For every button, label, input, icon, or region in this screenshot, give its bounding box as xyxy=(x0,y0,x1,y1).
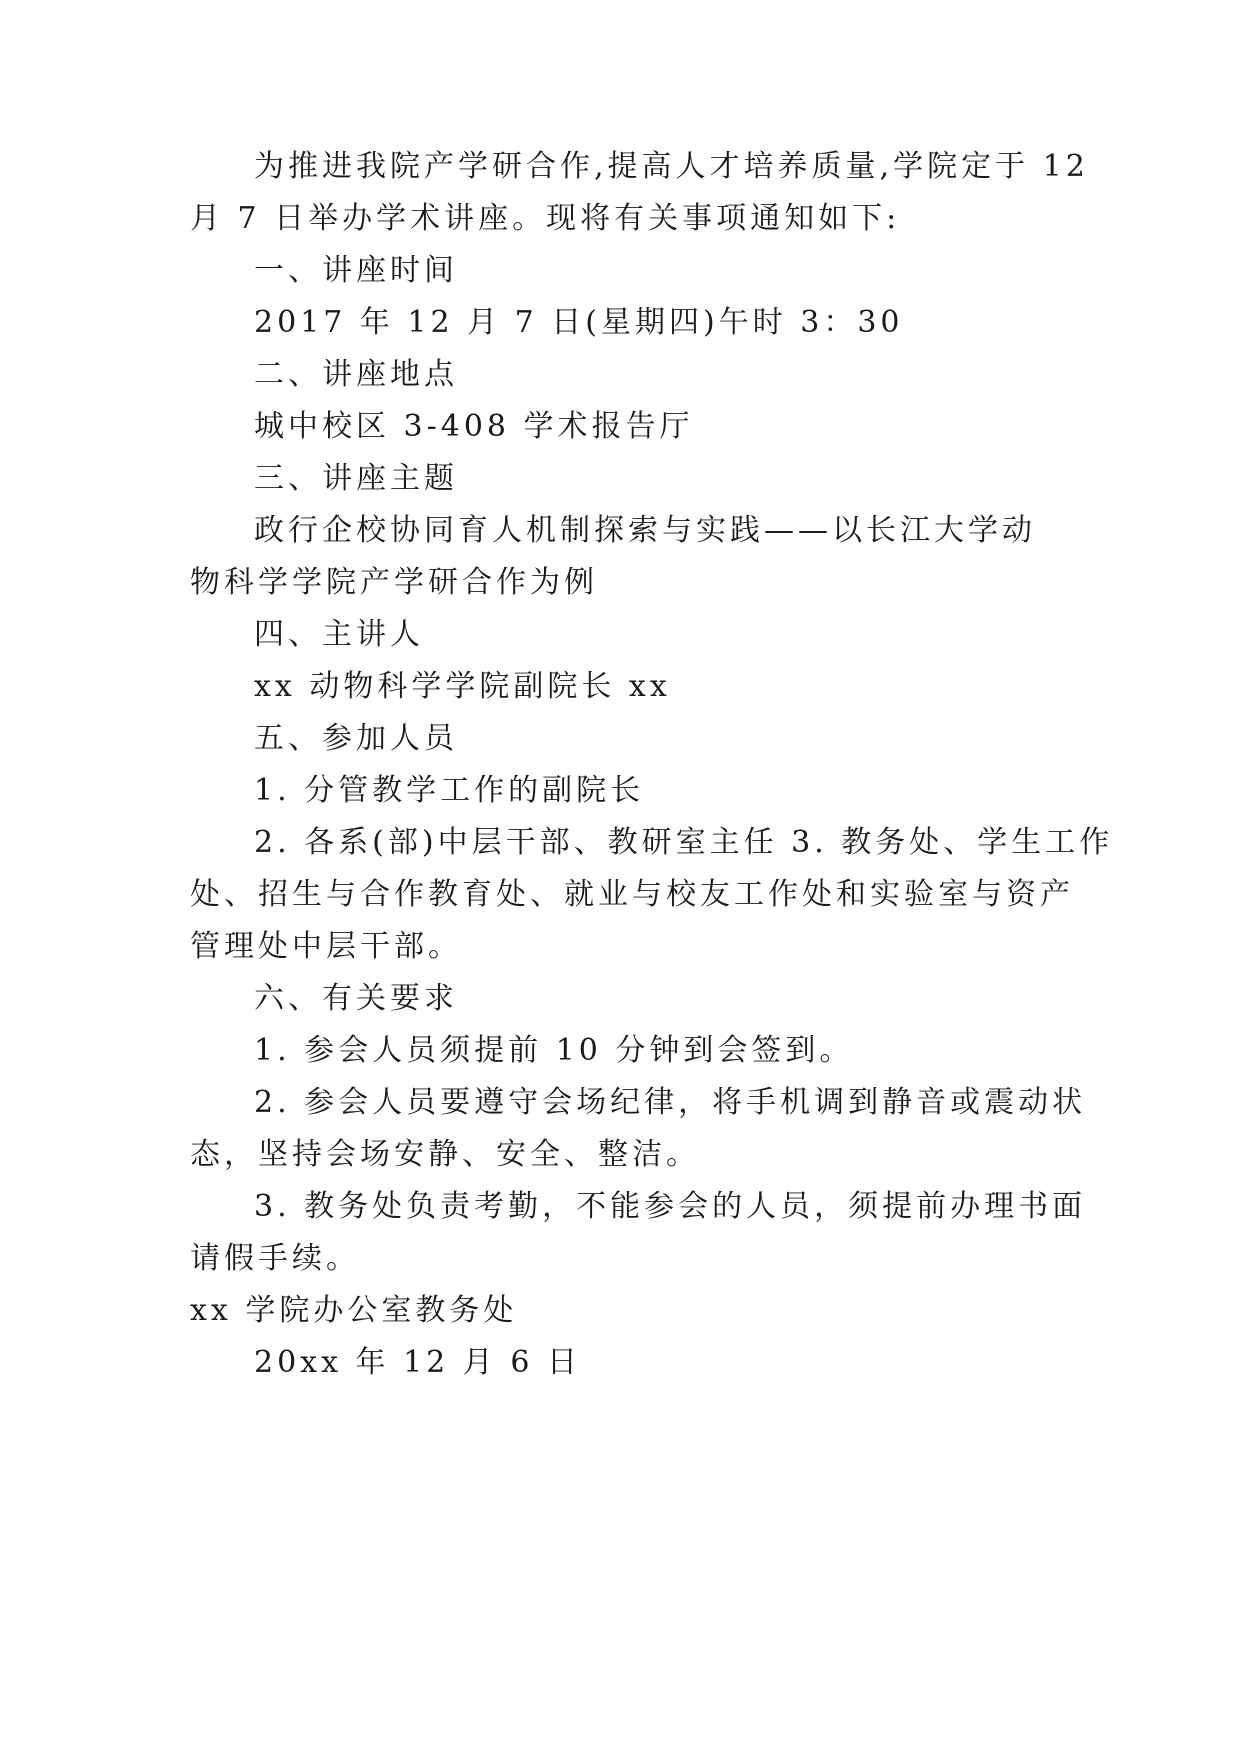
requirement-3-line-2: 请假手续。 xyxy=(190,1241,360,1276)
section-heading-speaker: 四、主讲人 xyxy=(254,617,424,652)
attendees-item-2-line-1: 2. 各系(部)中层干部、教研室主任 3. 教务处、学生工作 xyxy=(254,825,1114,860)
attendees-item-2-line-2: 处、招生与合作教育处、就业与校友工作处和实验室与资产 xyxy=(190,877,1074,912)
section-heading-location: 二、讲座地点 xyxy=(254,357,458,392)
lecture-time: 2017 年 12 月 7 日(星期四)午时 3：30 xyxy=(254,305,904,340)
signature: xx 学院办公室教务处 xyxy=(190,1293,518,1328)
attendees-item-1: 1. 分管教学工作的副院长 xyxy=(254,773,645,808)
section-heading-time: 一、讲座时间 xyxy=(254,253,458,288)
lecture-location: 城中校区 3-408 学术报告厅 xyxy=(254,409,694,444)
issue-date: 20xx 年 12 月 6 日 xyxy=(254,1345,581,1380)
lecture-topic-line-2: 物科学学院产学研合作为例 xyxy=(190,565,598,600)
lecture-topic-line-1: 政行企校协同育人机制探索与实践——以长江大学动 xyxy=(254,513,1036,548)
section-heading-requirements: 六、有关要求 xyxy=(254,981,458,1016)
section-heading-topic: 三、讲座主题 xyxy=(254,461,458,496)
requirement-2-line-1: 2. 参会人员要遵守会场纪律，将手机调到静音或震动状 xyxy=(254,1085,1087,1120)
intro-line-1: 为推进我院产学研合作,提高人才培养质量,学院定于 12 xyxy=(254,149,1089,184)
requirement-1: 1. 参会人员须提前 10 分钟到会签到。 xyxy=(254,1033,854,1068)
requirement-2-line-2: 态，坚持会场安静、安全、整洁。 xyxy=(190,1137,700,1172)
attendees-item-2-line-3: 管理处中层干部。 xyxy=(190,929,462,964)
requirement-3-line-1: 3. 教务处负责考勤，不能参会的人员，须提前办理书面 xyxy=(254,1189,1087,1224)
section-heading-attendees: 五、参加人员 xyxy=(254,721,458,756)
intro-line-2: 月 7 日举办学术讲座。现将有关事项通知如下: xyxy=(190,201,901,236)
speaker: xx 动物科学学院副院长 xx xyxy=(254,669,671,704)
